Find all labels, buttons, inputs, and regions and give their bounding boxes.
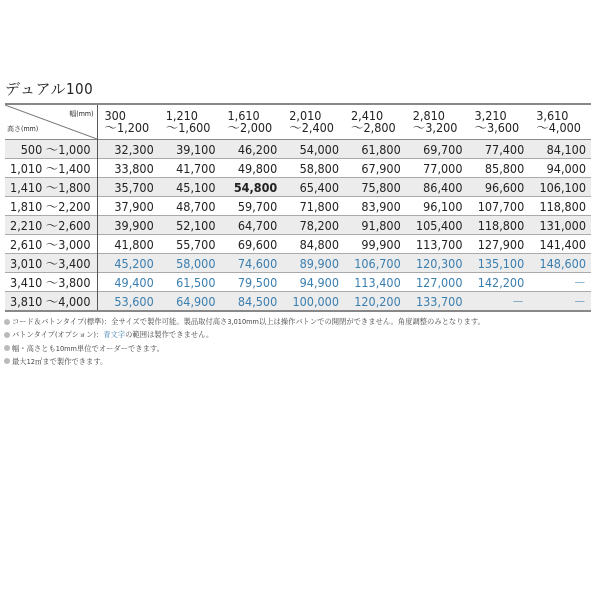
price-cell: 113,700 [416, 236, 463, 252]
price-cell: 52,100 [176, 217, 216, 233]
table-row [5, 140, 591, 159]
table-row [5, 235, 591, 254]
price-cell: 99,900 [361, 236, 401, 252]
price-cell: 127,000 [416, 274, 463, 290]
width-column-header [221, 104, 283, 140]
price-cell: 75,800 [361, 179, 401, 195]
price-cell: 35,700 [114, 179, 154, 195]
width-to: ～2,800 [351, 120, 396, 135]
price-cell: 54,800 [233, 179, 278, 195]
bullet-icon [4, 358, 10, 364]
price-cell: 120,200 [354, 293, 401, 309]
width-column-header [97, 104, 159, 140]
price-cell: 74,600 [237, 255, 278, 271]
price-cell: 69,600 [237, 236, 278, 252]
price-cell: 118,800 [477, 217, 525, 233]
price-cell: 148,600 [539, 255, 586, 271]
price-cell: 77,000 [423, 160, 463, 176]
table-row [5, 292, 591, 312]
price-cell: 58,000 [176, 255, 216, 271]
price-cell: 141,400 [539, 236, 586, 252]
price-cell: 94,000 [546, 160, 586, 176]
price-cell: 37,900 [114, 198, 154, 214]
price-cell: 61,800 [361, 141, 401, 157]
height-range-label: 1,010 ～1,400 [5, 159, 97, 178]
price-cell: 45,200 [114, 255, 154, 271]
table-row [5, 254, 591, 273]
price-cell: 127,900 [477, 236, 525, 252]
note-text: 幅・高さとも10mm単位でオーダーできます。 [12, 343, 164, 353]
height-range-label: 3,810 ～4,000 [5, 292, 97, 312]
price-cell: 106,700 [354, 255, 401, 271]
price-cell: 48,700 [176, 198, 216, 214]
width-from: 3,210 [474, 108, 507, 123]
width-from: 2,410 [351, 108, 384, 123]
width-column-header [344, 104, 406, 140]
width-from: 2,810 [412, 108, 445, 123]
price-cell: 85,800 [484, 160, 525, 176]
price-cell: 84,100 [546, 141, 586, 157]
price-cell: 77,400 [484, 141, 525, 157]
width-column-header [406, 104, 468, 140]
table-row [5, 216, 591, 235]
width-from: 2,010 [289, 108, 322, 123]
bullet-icon [4, 345, 10, 351]
price-cell: 71,800 [299, 198, 339, 214]
price-cell: 53,600 [114, 293, 154, 309]
price-cell: 84,500 [237, 293, 278, 309]
price-cell: 67,900 [361, 160, 401, 176]
price-cell: 106,100 [539, 179, 586, 195]
price-cell: 49,400 [114, 274, 154, 290]
price-cell: 33,800 [114, 160, 154, 176]
width-to: ～1,200 [104, 120, 150, 135]
width-axis-label: 幅(mm) [69, 110, 94, 118]
height-range-label: 500 ～1,000 [5, 140, 97, 159]
price-cell: 58,800 [299, 160, 339, 176]
price-cell: 83,900 [361, 198, 401, 214]
bullet-icon [4, 332, 10, 338]
price-cell: － [573, 275, 586, 290]
width-to: ～1,600 [165, 120, 211, 135]
price-cell: 41,700 [176, 160, 216, 176]
width-to: ～2,000 [227, 120, 273, 135]
price-cell: 86,400 [423, 179, 463, 195]
price-cell: 32,300 [114, 141, 154, 157]
width-column-header [282, 104, 344, 140]
width-to: ～4,000 [536, 120, 581, 135]
height-range-label: 1,810 ～2,200 [5, 197, 97, 216]
table-row [5, 197, 591, 216]
price-cell: 65,400 [299, 179, 339, 195]
height-range-label: 2,210 ～2,600 [5, 216, 97, 235]
price-cell: 54,000 [299, 141, 339, 157]
price-cell: 105,400 [416, 217, 463, 233]
price-cell: 94,900 [299, 274, 339, 290]
table-row [5, 159, 591, 178]
height-range-label: 1,410 ～1,800 [5, 178, 97, 197]
width-column-header [529, 104, 591, 140]
product-title: デュアル100 [5, 80, 94, 98]
height-axis-label: 高さ(mm) [7, 125, 39, 133]
price-cell: 120,300 [416, 255, 463, 271]
price-cell: 107,700 [477, 198, 525, 214]
price-cell: 142,200 [477, 274, 525, 290]
price-cell: 79,500 [237, 274, 278, 290]
price-cell: 59,700 [237, 198, 278, 214]
width-from: 3,610 [536, 108, 569, 123]
price-cell: 96,600 [484, 179, 525, 195]
price-cell: 96,100 [423, 198, 463, 214]
price-cell: 91,800 [361, 217, 401, 233]
table-header-row [5, 104, 591, 140]
width-to: ～3,600 [474, 120, 520, 135]
width-from: 1,610 [227, 108, 260, 123]
price-cell: 118,800 [539, 198, 586, 214]
price-cell: 45,100 [176, 179, 216, 195]
height-range-label: 2,610 ～3,000 [5, 235, 97, 254]
note-text: コード＆バトンタイプ(標準)：全サイズで製作可能。製品取付高さ3,010mm以上は操作バトンでの開閉ができません。角度調整のみとなります。 [12, 317, 485, 326]
width-to: ～3,200 [412, 120, 458, 135]
price-cell: 49,800 [237, 160, 278, 176]
price-cell: 78,200 [299, 217, 339, 233]
width-from: 1,210 [165, 108, 198, 123]
table-corner-cell [5, 104, 97, 140]
price-cell: 64,700 [237, 217, 278, 233]
price-cell: 135,100 [477, 255, 525, 271]
price-cell: 113,400 [354, 274, 401, 290]
price-cell: － [511, 294, 525, 309]
price-cell: 131,000 [539, 217, 586, 233]
width-column-header [468, 104, 530, 140]
width-to: ～2,400 [289, 120, 334, 135]
table-row [5, 178, 591, 197]
width-from: 300 [104, 108, 126, 123]
price-cell: 84,800 [299, 236, 339, 252]
note-option [4, 328, 485, 341]
note-blue-text: 青文字 [103, 330, 126, 340]
height-range-label: 3,010 ～3,400 [5, 254, 97, 273]
bullet-icon [4, 319, 10, 325]
price-cell: 64,900 [176, 293, 216, 309]
price-cell: 133,700 [416, 293, 463, 309]
price-cell: 69,700 [423, 141, 463, 157]
price-cell: 55,700 [176, 236, 216, 252]
note-text: バトンタイプ(オプション)： [12, 330, 104, 340]
note-text: 最大12㎡まで製作できます。 [12, 356, 108, 366]
price-cell: 39,900 [114, 217, 154, 233]
price-cell: － [573, 294, 586, 309]
note-max [4, 355, 485, 368]
price-cell: 46,200 [237, 141, 278, 157]
height-range-label: 3,410 ～3,800 [5, 273, 97, 292]
note-text: の範囲は製作できません。 [125, 330, 214, 340]
price-cell: 61,500 [176, 274, 216, 290]
price-cell: 41,800 [114, 236, 154, 252]
price-cell: 89,900 [299, 255, 339, 271]
width-column-header [159, 104, 221, 140]
price-table [5, 103, 591, 312]
note-standard [4, 315, 485, 328]
notes [4, 315, 485, 368]
price-cell: 39,100 [176, 141, 216, 157]
note-unit [4, 342, 485, 355]
table-row [5, 273, 591, 292]
price-cell: 100,000 [292, 293, 339, 309]
